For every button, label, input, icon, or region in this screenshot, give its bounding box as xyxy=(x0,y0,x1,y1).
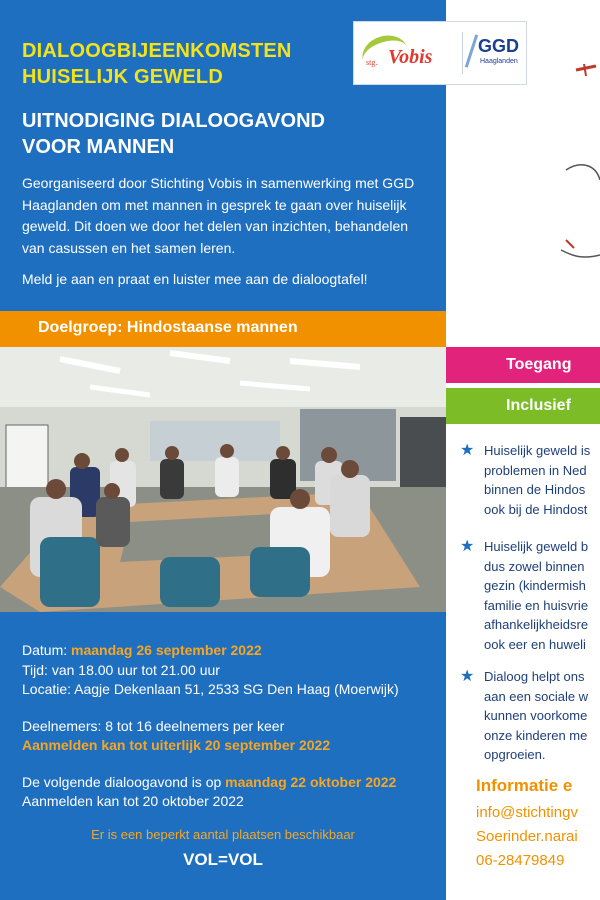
meeting-room-illustration xyxy=(0,347,446,612)
next-value: maandag 22 oktober 2022 xyxy=(225,773,397,790)
contact-phone[interactable]: 06-28479849 xyxy=(476,852,565,869)
vobis-name: Vobis xyxy=(388,46,433,68)
bullet-text: Huiselijk geweld b dus zowel binnen gezin (kindermish familie en huisvrie afhankelijkheidsre ook eer en huweli xyxy=(484,539,589,652)
call-to-action: Meld je aan en praat en luister mee aan de dialoogtafel! xyxy=(22,271,368,287)
inclusive-label: Inclusief xyxy=(506,397,571,414)
location-line: Locatie: Aagje Dekenlaan 51, 2533 SG Den Haag (Moerwijk) xyxy=(22,681,399,697)
limited-places-note: Er is een beperkt aantal plaatsen beschikbaar xyxy=(91,827,355,842)
main-title: DIALOOGBIJEENKOMSTEN HUISELIJK GEWELD xyxy=(22,40,292,88)
access-label: Toegang xyxy=(506,356,572,373)
date-line xyxy=(22,641,442,661)
subtitle: UITNODIGING DIALOOGAVOND VOOR MANNEN xyxy=(22,110,325,158)
event-details xyxy=(22,641,442,812)
ggd-slash-icon xyxy=(465,34,478,67)
target-group-label: Doelgroep: Hindostaanse mannen xyxy=(38,319,298,336)
ggd-name: GGD xyxy=(478,36,520,56)
vobis-prefix: stg. xyxy=(366,58,378,67)
contact-title: Informatie e xyxy=(476,776,573,795)
date-label: Datum: xyxy=(22,642,72,658)
star-icon: ★ xyxy=(460,538,475,555)
partner-logos xyxy=(353,21,527,85)
star-icon: ★ xyxy=(460,442,475,459)
ggd-logo xyxy=(468,30,522,76)
intro-text: Georganiseerd door Stichting Vobis in samenwerking met GGD Haaglanden om met mannen in gesprek te gaan over huiselijk geweld. Dit doen we door het delen van inzichten, behandelen van casussen en het samen leren. xyxy=(22,175,415,256)
time-line: Tijd: van 18.00 uur tot 21.00 uur xyxy=(22,661,220,678)
participants-line: Deelnemers: 8 tot 16 deelnemers per keer xyxy=(22,717,285,734)
bullet-text: Huiselijk geweld is problemen in Ned binnen de Hindos ook bij de Hindost xyxy=(484,443,591,517)
meeting-photo xyxy=(0,347,446,612)
target-group-banner xyxy=(0,311,446,347)
register-deadline: Aanmelden kan tot uiterlijk 20 september 2022 xyxy=(22,737,331,753)
right-panel xyxy=(446,0,600,900)
full-equals-full: VOL=VOL xyxy=(183,850,263,869)
next-session-line xyxy=(22,773,442,793)
inclusive-banner xyxy=(446,388,600,424)
contact-email[interactable]: info@stichtingv xyxy=(476,804,578,821)
vobis-logo xyxy=(362,32,462,74)
date-value: maandag 26 september 2022 xyxy=(71,642,262,658)
star-icon: ★ xyxy=(460,668,475,685)
logo-divider xyxy=(462,32,463,74)
contact-name: Soerinder.narai xyxy=(476,828,578,845)
next-label: De volgende dialoogavond is op xyxy=(22,773,226,790)
access-banner xyxy=(446,347,600,383)
bullet-text: Dialoog helpt ons aan een sociale w kunnen voorkome onze kinderen me opgroeien. xyxy=(484,669,589,762)
ggd-sub: Haaglanden xyxy=(480,58,518,65)
next-register-line: Aanmelden kan tot 20 oktober 2022 xyxy=(22,793,244,809)
